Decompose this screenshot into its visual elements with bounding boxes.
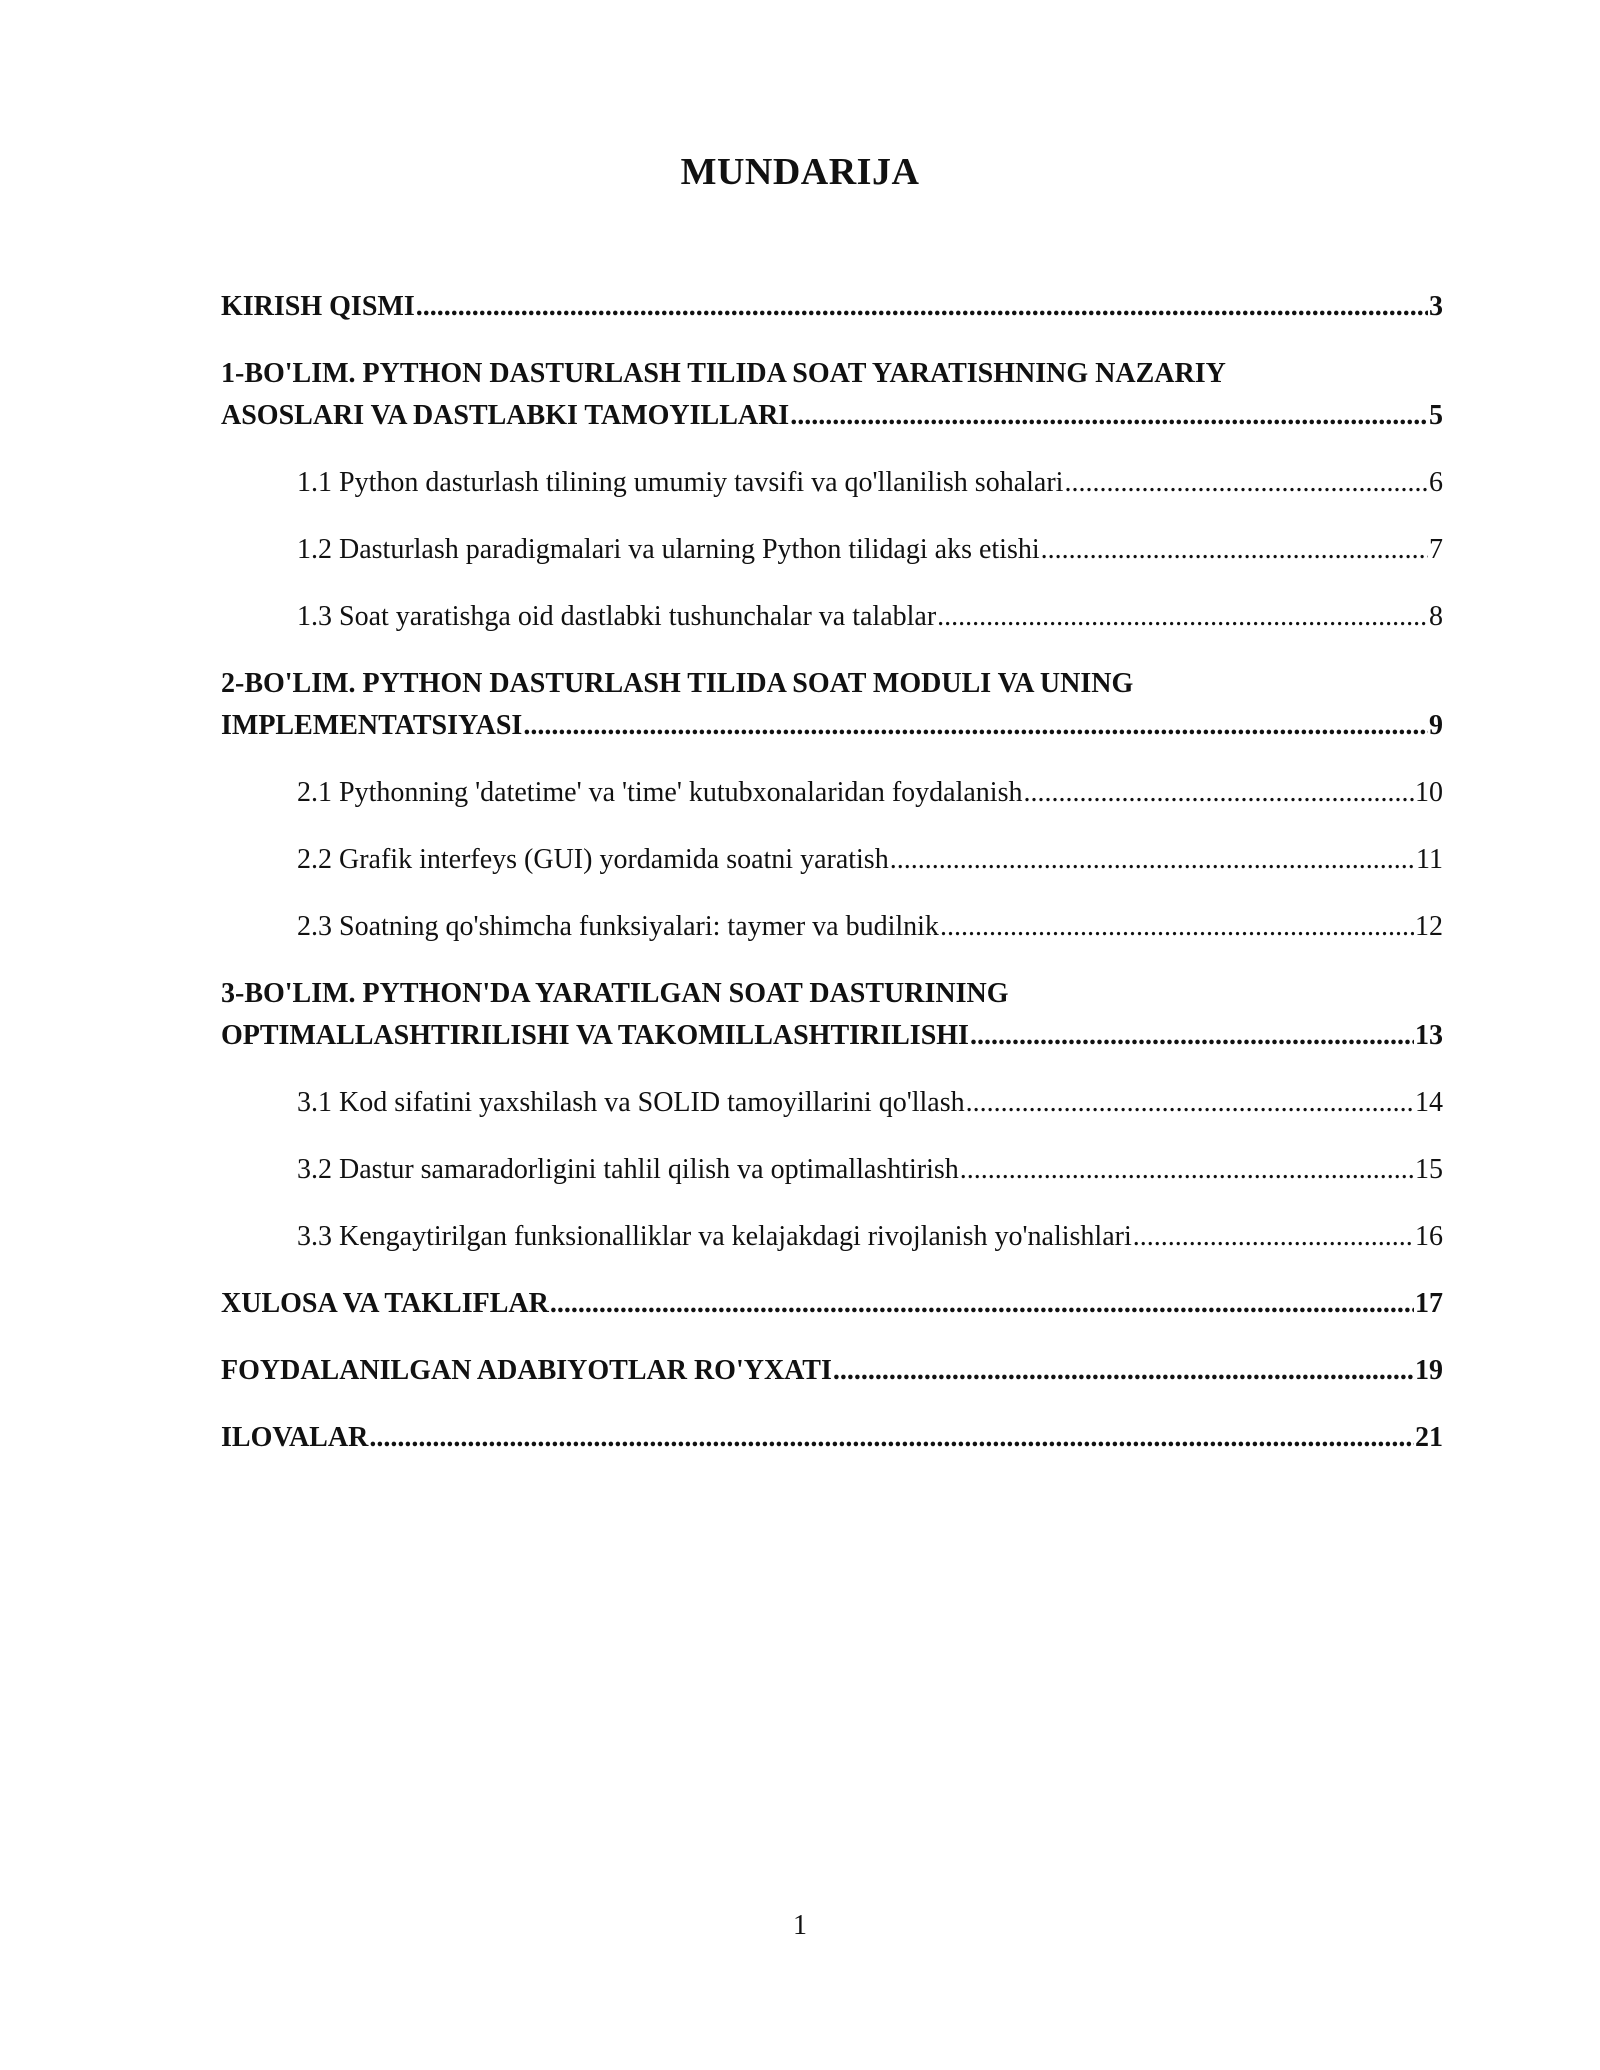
toc-entry-line [297,839,1443,881]
toc-subsection-entry [221,839,1443,881]
dot-leader [966,1082,1414,1124]
toc-page-number: 6 [1429,467,1443,498]
toc-entry-line [221,1417,1443,1459]
toc-page-number: 12 [1415,911,1443,942]
dot-leader [523,705,1428,747]
toc-subsection-entry [221,596,1443,638]
toc-entry-title: ASOSLARI VA DASTLABKI TAMOYILLARI [221,400,790,431]
toc-section-entry [221,286,1443,328]
dot-leader [937,596,1428,638]
toc-entry-title: 3.1 Kod sifatini yaxshilash va SOLID tamoyillarini qo'llash [297,1087,965,1118]
toc-page-number: 19 [1415,1355,1443,1386]
toc-page-number: 9 [1429,710,1443,741]
toc-page-number: 5 [1429,400,1443,431]
toc-page-number: 7 [1429,534,1443,565]
toc-entry-title: FOYDALANILGAN ADABIYOTLAR RO'YXATI [221,1355,832,1386]
toc-subsection-entry [221,906,1443,948]
toc-section-entry [221,1283,1443,1325]
table-of-contents [221,286,1443,1484]
toc-page-number: 13 [1415,1020,1443,1051]
dot-leader [550,1283,1414,1325]
toc-entry-line [221,395,1443,437]
dot-leader [1023,772,1414,814]
dot-leader [790,395,1428,437]
toc-section-entry [221,663,1443,747]
dot-leader [1064,462,1428,504]
dot-leader [833,1350,1414,1392]
toc-entry-line [221,705,1443,747]
toc-entry-line [221,1350,1443,1392]
toc-section-entry [221,353,1443,437]
toc-page-number: 10 [1415,777,1443,808]
page-number: 1 [793,1910,807,1941]
toc-entry-line [297,462,1443,504]
toc-entry-line [297,1082,1443,1124]
toc-entry-line [221,1283,1443,1325]
toc-page-number: 17 [1415,1288,1443,1319]
dot-leader [940,906,1414,948]
toc-entry-line [297,529,1443,571]
toc-entry-title: 2.3 Soatning qo'shimcha funksiyalari: taymer va budilnik [297,911,939,942]
toc-section-entry [221,1417,1443,1459]
dot-leader [1133,1216,1414,1258]
toc-entry-line [221,286,1443,328]
toc-entry-title: 2.1 Pythonning 'datetime' va 'time' kutubxonalaridan foydalanish [297,777,1023,808]
toc-entry-line [297,596,1443,638]
dot-leader [1041,529,1428,571]
toc-subsection-entry [221,529,1443,571]
dot-leader [890,839,1415,881]
toc-entry-title-line: 1-BO'LIM. PYTHON DASTURLASH TILIDA SOAT YARATISHNING NAZARIY [221,358,1226,389]
toc-page-number: 21 [1415,1422,1443,1453]
dot-leader [960,1149,1414,1191]
toc-entry-title-line: 3-BO'LIM. PYTHON'DA YARATILGAN SOAT DASTURINING [221,978,1009,1009]
toc-subsection-entry [221,1082,1443,1124]
toc-page-number: 3 [1429,291,1443,322]
toc-page-number: 11 [1416,844,1443,875]
toc-entry-title: KIRISH QISMI [221,291,415,322]
toc-entry-title: OPTIMALLASHTIRILISHI VA TAKOMILLASHTIRILISHI [221,1020,969,1051]
toc-subsection-entry [221,1149,1443,1191]
toc-entry-line [297,1216,1443,1258]
toc-entry-line [297,1149,1443,1191]
toc-entry-line [297,772,1443,814]
toc-entry-title: 1.1 Python dasturlash tilining umumiy tavsifi va qo'llanilish sohalari [297,467,1064,498]
toc-entry-title: XULOSA VA TAKLIFLAR [221,1288,549,1319]
toc-entry-title: ILOVALAR [221,1422,369,1453]
toc-page-number: 8 [1429,601,1443,632]
page-title: MUNDARIJA [680,151,920,193]
toc-entry-line [297,906,1443,948]
toc-entry-title-line: 2-BO'LIM. PYTHON DASTURLASH TILIDA SOAT MODULI VA UNING [221,668,1134,699]
dot-leader [416,286,1428,328]
toc-subsection-entry [221,772,1443,814]
toc-entry-title: IMPLEMENTATSIYASI [221,710,523,741]
dot-leader [369,1417,1414,1459]
toc-entry-title: 1.3 Soat yaratishga oid dastlabki tushunchalar va talablar [297,601,937,632]
toc-subsection-entry [221,1216,1443,1258]
toc-entry-title: 1.2 Dasturlash paradigmalari va ularning Python tilidagi aks etishi [297,534,1040,565]
toc-entry-title: 3.3 Kengaytirilgan funksionalliklar va kelajakdagi rivojlanish yo'nalishlari [297,1221,1132,1252]
toc-page-number: 16 [1415,1221,1443,1252]
toc-page-number: 14 [1415,1087,1443,1118]
dot-leader [970,1015,1414,1057]
toc-section-entry [221,1350,1443,1392]
toc-subsection-entry [221,462,1443,504]
toc-entry-line [221,1015,1443,1057]
toc-entry-title: 2.2 Grafik interfeys (GUI) yordamida soatni yaratish [297,844,889,875]
toc-page-number: 15 [1415,1154,1443,1185]
toc-section-entry [221,973,1443,1057]
toc-entry-title: 3.2 Dastur samaradorligini tahlil qilish va optimallashtirish [297,1154,959,1185]
